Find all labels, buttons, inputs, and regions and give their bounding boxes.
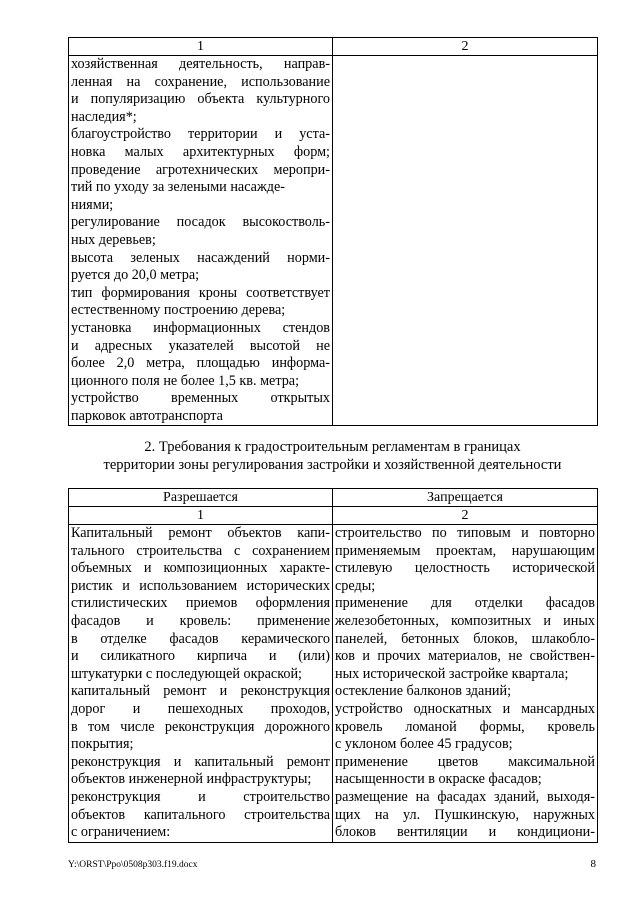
table-header-row xyxy=(69,489,598,507)
text-line: Капитальный ремонт объектов капи- xyxy=(71,525,330,541)
text-line: железобетонных, композитных и иных xyxy=(335,612,595,629)
text-line: покрытия; xyxy=(71,736,134,753)
table-number-row xyxy=(69,507,598,525)
page-number: 8 xyxy=(590,858,596,870)
text-line: в отделке фасадов керамического xyxy=(71,630,330,647)
text-line: более 2,0 метра, площадью информа- xyxy=(71,355,330,372)
text-line: установка информационных стендов xyxy=(71,319,330,336)
text-line: с уклоном более 45 градусов; xyxy=(335,736,513,753)
text-line: стилевую целостность исторической xyxy=(335,560,595,577)
empty-cell xyxy=(333,56,598,426)
text-line: устройство временных открытых xyxy=(71,390,330,407)
text-line: насыщенности в окраске фасадов; xyxy=(335,771,542,788)
text-line: устройство односкатных и мансардных xyxy=(335,700,595,717)
text-line: высота зеленых насаждений норми- xyxy=(71,249,330,266)
text-line: и популяризацию объекта культурного xyxy=(71,91,330,108)
text-line: ниями; xyxy=(71,196,114,213)
text-line: применение цветов максимальной xyxy=(335,753,595,770)
text-line: применяемым проектам, нарушающим xyxy=(335,542,595,559)
text-line: объемных и композиционных характе- xyxy=(71,560,330,577)
table-header-row xyxy=(69,38,598,56)
text-line: новка малых архитектурных форм; xyxy=(71,143,330,160)
text-line: парковок автотранспорта xyxy=(71,407,223,424)
column-number-1: 1 xyxy=(69,507,333,525)
text-line: остекление балконов зданий; xyxy=(335,683,512,700)
column-number-2: 2 xyxy=(333,507,598,525)
section-title xyxy=(68,438,597,474)
text-line: тип формирования кроны соответствует xyxy=(71,284,330,301)
document-path: Y:\ORST\Ppo\0508p303.f19.docx xyxy=(68,860,198,870)
header-prohibited: Запрещается xyxy=(333,489,598,507)
section-title-line: территории зоны регулирования застройки и хозяйственной деятельности xyxy=(103,457,562,473)
column-number-2: 2 xyxy=(333,38,598,56)
table-continuation xyxy=(68,37,598,426)
text-line: ных деревьев; xyxy=(71,231,156,248)
text-line: хозяйственная деятельность, направ- xyxy=(71,56,330,72)
text-line: естественному построению дерева; xyxy=(71,302,286,319)
table-row xyxy=(69,56,598,426)
text-line: размещение на фасадах зданий, выходя- xyxy=(335,788,595,805)
text-line: строительство по типовым и повторно xyxy=(335,525,595,541)
text-line: среды; xyxy=(335,577,376,594)
text-line: и адресных указателей высотой не xyxy=(71,337,330,354)
prohibited-cell xyxy=(333,525,598,843)
text-line: дорог и пешеходных проходов, xyxy=(71,700,330,717)
text-line: штукатурки с последующей окраской; xyxy=(71,665,302,682)
text-line: и силикатного кирпича и (или) xyxy=(71,648,330,665)
column-number-1: 1 xyxy=(69,38,333,56)
text-line: ных исторической застройке квартала; xyxy=(335,665,569,682)
text-line: ционного поля не более 1,5 кв. метра; xyxy=(71,372,300,389)
permitted-cell xyxy=(69,525,333,843)
text-line: щих на ул. Пушкинскую, наружных xyxy=(335,806,595,823)
text-line: объектов капитального строительства xyxy=(71,806,330,823)
table-row xyxy=(69,525,598,843)
text-line: блоков вентиляции и кондициони- xyxy=(335,824,595,841)
text-line: фасадов и кровель: применение xyxy=(71,612,330,629)
text-line: реконструкция и строительство xyxy=(71,788,330,805)
text-line: тального строительства с сохранением xyxy=(71,542,330,559)
text-line: ленная на сохранение, использование xyxy=(71,73,330,90)
text-line: реконструкция и капитальный ремонт xyxy=(71,753,330,770)
text-line: тий по уходу за зелеными насажде- xyxy=(71,179,286,196)
text-line: наследия*; xyxy=(71,108,137,125)
permitted-activities-cell xyxy=(69,56,333,426)
text-line: ков и прочих материалов, не свойствен- xyxy=(335,648,595,665)
header-permitted: Разрешается xyxy=(69,489,333,507)
text-line: проведение агротехнических меропри- xyxy=(71,161,330,178)
text-line: с ограничением: xyxy=(71,824,171,841)
section-title-line: 2. Требования к градостроительным регламентам в границах xyxy=(144,439,521,455)
text-line: руется до 20,0 метра; xyxy=(71,267,200,284)
regulations-table xyxy=(68,488,598,843)
text-line: кровель ломаной формы, кровель xyxy=(335,718,595,735)
text-line: благоустройство территории и уста- xyxy=(71,126,330,143)
text-line: панелей, бетонных блоков, шлакобло- xyxy=(335,630,595,647)
text-line: ристик и использованием исторических xyxy=(71,577,330,594)
text-line: капитальный ремонт и реконструкция xyxy=(71,683,330,700)
text-line: регулирование посадок высокостволь- xyxy=(71,214,330,231)
text-line: в том числе реконструкция дорожного xyxy=(71,718,330,735)
text-line: стилистических приемов оформления xyxy=(71,595,330,612)
text-line: применение для отделки фасадов xyxy=(335,595,595,612)
text-line: объектов инженерной инфраструктуры; xyxy=(71,771,312,788)
